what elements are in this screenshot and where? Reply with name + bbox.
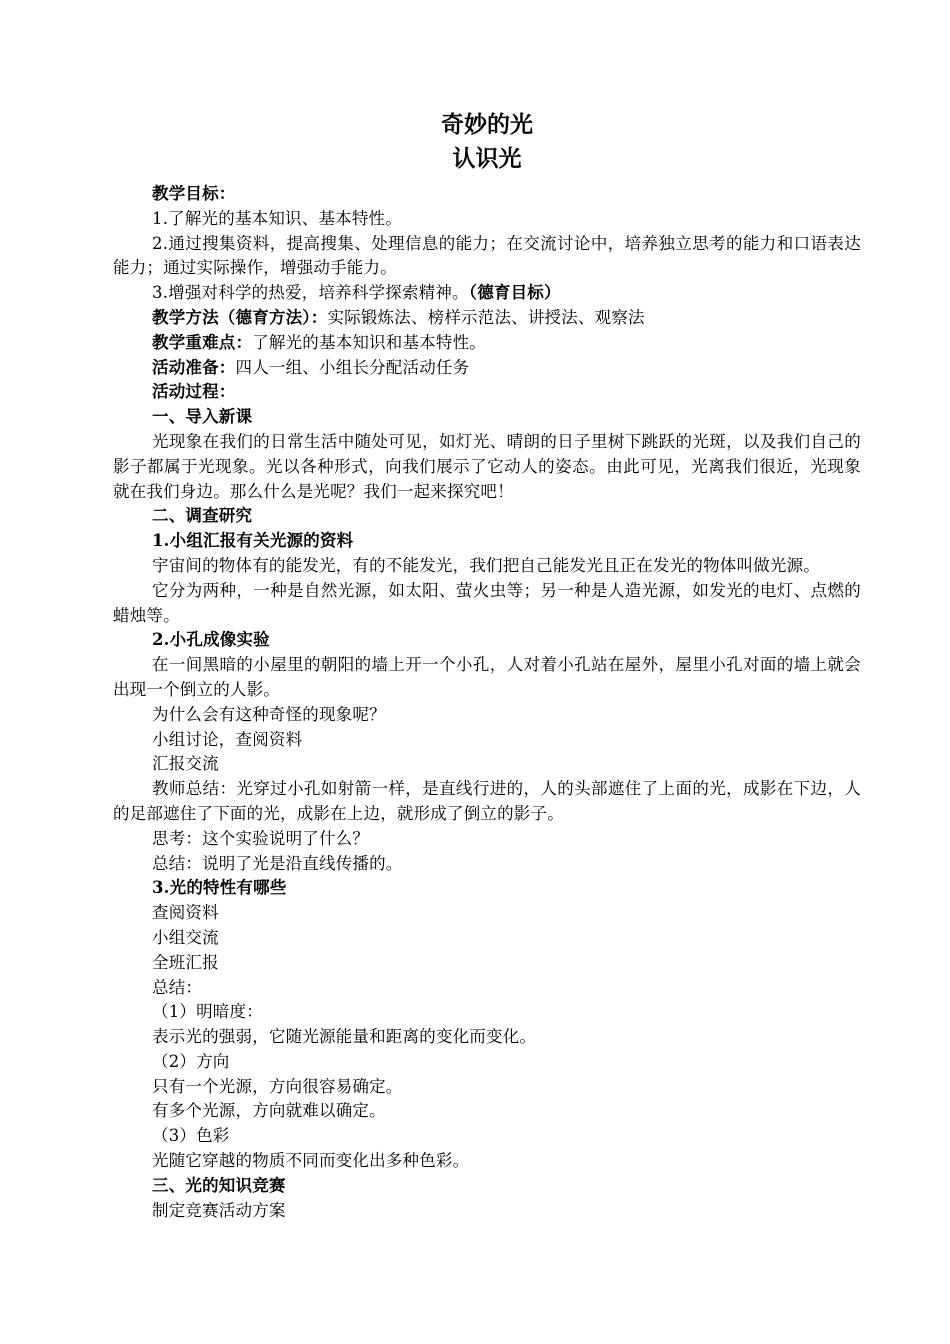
section-3-heading: 三、光的知识竞赛 — [152, 1175, 286, 1195]
light-source-definition: 宇宙间的物体有的能发光，有的不能发光，我们把自己能发光且正在发光的物体叫做光源。 — [152, 555, 820, 575]
prep-line — [113, 356, 861, 381]
keypoints-label: 教学重难点： — [152, 332, 253, 352]
list-item: （1）明暗度： — [152, 1002, 263, 1022]
list-item: （3）色彩 — [152, 1126, 230, 1146]
list-item: 制定竞赛活动方案 — [152, 1200, 286, 1220]
subsection-2-heading: 2.小孔成像实验 — [152, 630, 270, 650]
pinhole-question: 为什么会有这种奇怪的现象呢？ — [152, 704, 386, 724]
list-item: 全班汇报 — [152, 952, 219, 972]
pinhole-conclusion: 总结：说明了光是沿直线传播的。 — [152, 853, 403, 873]
document-title: 奇妙的光 — [441, 112, 533, 138]
list-item: 小组交流 — [152, 927, 219, 947]
pinhole-report: 汇报交流 — [152, 754, 219, 774]
method-line — [113, 306, 861, 331]
list-item: 光随它穿越的物质不同而变化出多种色彩。 — [152, 1151, 470, 1171]
light-source-types: 它分为两种，一种是自然光源，如太阳、萤火虫等；另一种是人造光源，如发光的电灯、点燃的蜡烛等。 — [113, 580, 861, 625]
pinhole-description: 在一间黑暗的小屋里的朝阳的墙上开一个小孔，人对着小孔站在屋外，屋里小孔对面的墙上就会出现一个倒立的人影。 — [113, 655, 861, 699]
section-1-heading: 一、导入新课 — [152, 407, 253, 427]
goal-item-3-text: 3.增强对科学的热爱，培养科学探索精神。 — [152, 283, 469, 303]
section-1-paragraph: 光现象在我们的日常生活中随处可见，如灯光、晴朗的日子里树下跳跃的光斑，以及我们自己的影子都属于光现象。光以各种形式，向我们展示了它动人的姿态。由此可见，光离我们很近，光现象就在我们身边。那么什么是光呢？我们一起来探究吧！ — [113, 431, 861, 501]
subsection-3-heading: 3.光的特性有哪些 — [152, 878, 287, 898]
subsection-1-heading: 1.小组汇报有关光源的资料 — [152, 531, 354, 551]
list-item: 表示光的强弱，它随光源能量和距离的变化而变化。 — [152, 1027, 537, 1047]
section-2-heading: 二、调查研究 — [152, 506, 253, 526]
teacher-summary: 教师总结：光穿过小孔如射箭一样，是直线行进的，人的头部遮住了上面的光，成影在下边，人的足部遮住了下面的光，成影在上边，就形成了倒立的影子。 — [113, 779, 861, 823]
method-label: 教学方法（德育方法）： — [152, 307, 328, 327]
list-item: 有多个光源，方向就难以确定。 — [152, 1101, 386, 1121]
keypoints-line — [113, 331, 861, 356]
goal-item-3 — [113, 281, 861, 306]
think-question: 思考：这个实验说明了什么？ — [152, 828, 370, 848]
list-item: 查阅资料 — [152, 903, 219, 923]
list-item: 只有一个光源，方向很容易确定。 — [152, 1076, 403, 1096]
prep-text: 四人一组、小组长分配活动任务 — [235, 357, 470, 377]
goal-item-1: 1.了解光的基本知识、基本特性。 — [152, 208, 402, 228]
document-subtitle: 认识光 — [452, 146, 522, 172]
process-heading: 活动过程： — [152, 382, 236, 402]
pinhole-discuss: 小组讨论，查阅资料 — [152, 729, 303, 749]
goals-heading: 教学目标： — [152, 184, 236, 203]
list-item: 总结： — [152, 977, 203, 997]
moral-goal-tag: （德育目标） — [468, 283, 561, 303]
document-page — [113, 108, 861, 1223]
prep-label: 活动准备： — [152, 357, 236, 377]
goal-item-2: 2.通过搜集资料，提高搜集、处理信息的能力；在交流讨论中，培养独立思考的能力和口语表达能力；通过实际操作，增强动手能力。 — [113, 233, 861, 278]
keypoints-text: 了解光的基本知识和基本特性。 — [252, 332, 487, 352]
list-item: （2）方向 — [152, 1051, 230, 1071]
method-text: 实际锻炼法、榜样示范法、讲授法、观察法 — [327, 307, 645, 327]
